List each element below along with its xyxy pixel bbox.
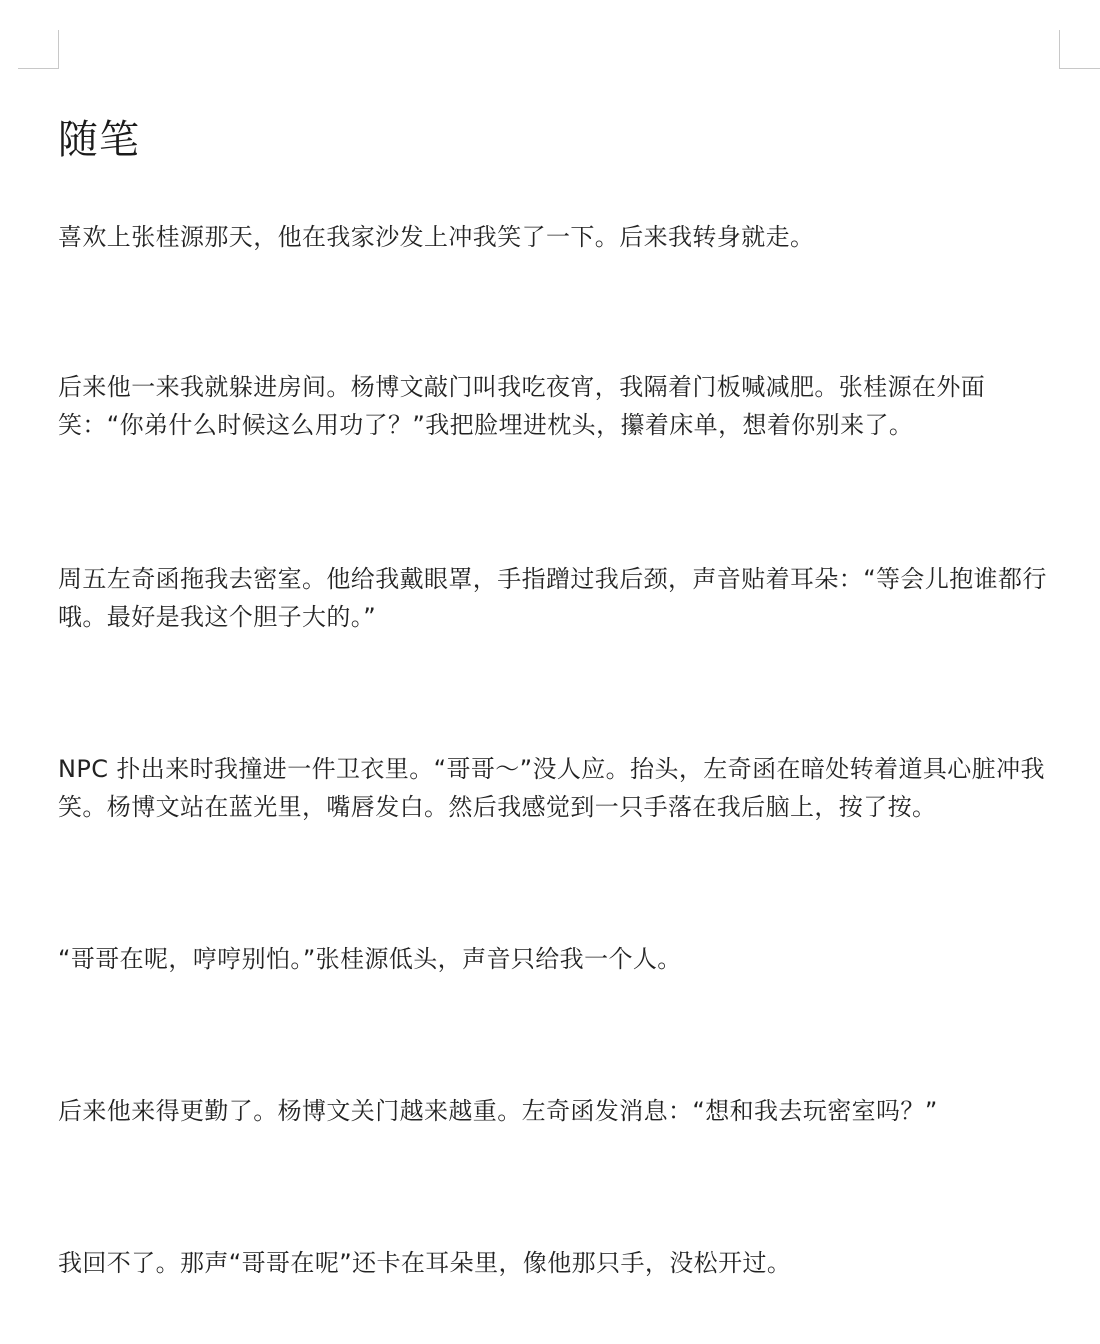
crop-mark-top-right <box>1059 30 1100 69</box>
paragraph-5: “哥哥在呢，哼哼别怕。”张桂源低头，声音只给我一个人。 <box>58 945 682 973</box>
paragraph-3: 周五左奇函拖我去密室。他给我戴眼罩，手指蹭过我后颈，声音贴着耳朵：“等会儿抱谁都行哦。最好是我这个胆子大的。” <box>58 565 1047 631</box>
document-title: 随笔 <box>58 117 140 163</box>
paragraph-4: NPC 扑出来时我撞进一件卫衣里。“哥哥～”没人应。抬头，左奇函在暗处转着道具心脏冲我笑。杨博文站在蓝光里，嘴唇发白。然后我感觉到一只手落在我后脑上，按了按。 <box>58 755 1045 821</box>
paragraph-2: 后来他一来我就躲进房间。杨博文敲门叫我吃夜宵，我隔着门板喊减肥。张桂源在外面笑：“你弟什么时候这么用功了？”我把脸埋进枕头，攥着床单，想着你别来了。 <box>58 373 986 439</box>
paragraph-1: 喜欢上张桂源那天，他在我家沙发上冲我笑了一下。后来我转身就走。 <box>58 223 815 251</box>
paragraph-7: 我回不了。那声“哥哥在呢”还卡在耳朵里，像他那只手，没松开过。 <box>58 1249 792 1277</box>
crop-mark-top-left <box>18 30 59 69</box>
paragraph-6: 后来他来得更勤了。杨博文关门越来越重。左奇函发消息：“想和我去玩密室吗？” <box>58 1097 938 1125</box>
